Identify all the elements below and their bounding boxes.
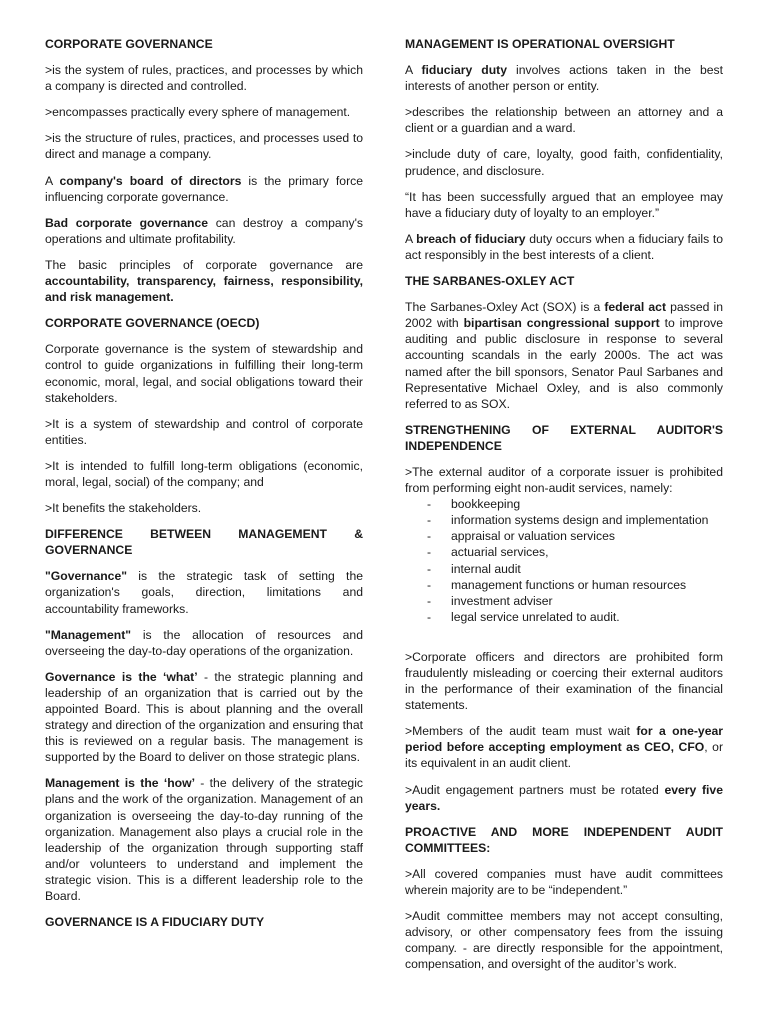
paragraph: >encompasses practically every sphere of management.: [45, 105, 351, 120]
paragraph: “It has been successfully argued that an employee may have a fiduciary duty of loyalty to an employer.”: [405, 189, 723, 220]
paragraph: Management is the ‘how’ - the delivery of the strategic plans and the work of the organization. Management of an organization is overseeing the day-to-day running of the organization. Management also plays a crucial role in the leadership of the organization through supporting staff and/or volunteers to understand and implement the strategic vision. This is a different leadership role to the Board.: [45, 776, 363, 904]
paragraph: The Sarbanes-Oxley Act (SOX) is a federal act passed in 2002 with bipartisan congressional support to improve auditing and public disclosure in response to several accounting scandals in the early 2000s. The act was named after the bill sponsors, Senator Paul Sarbanes and Representative Michael Oxley, and is also commonly referred to as SOX.: [405, 300, 724, 411]
list-item: - bookkeeping: [405, 496, 723, 512]
list-item: - actuarial services,: [405, 544, 723, 560]
paragraph: Bad corporate governance can destroy a company's operations and ultimate profitability.: [45, 215, 364, 246]
heading-audit-committees: PROACTIVE AND MORE INDEPENDENT AUDIT COMMITTEES:: [405, 824, 723, 855]
paragraph: Governance is the ‘what’ - the strategic planning and leadership of an organization that is carried out by the appointed Board. This is about planning and the overall strategy and direction of the organization and ensuring that this is reviewed on a regular basis. The management is supported by the Board to deliver on those strategic plans.: [45, 669, 363, 765]
paragraph: The basic principles of corporate governance are accountability, transparency, fairness, responsibility, and risk management.: [45, 257, 363, 305]
paragraph: >All covered companies must have audit committees wherein majority are to be “independent.”: [405, 866, 723, 898]
paragraph: >describes the relationship between an attorney and a client or a guardian and a ward.: [405, 105, 723, 136]
paragraph: A company's board of directors is the primary force influencing corporate governance.: [45, 173, 364, 204]
right-column: [405, 36, 723, 983]
paragraph: >It is intended to fulfill long-term obligations (economic, moral, legal, social) of the company; and: [45, 458, 363, 489]
paragraph: >Corporate officers and directors are prohibited form fraudulently misleading or coercing their external auditors in the performance of their examination of the financial statements.: [405, 649, 723, 713]
list-item: - information systems design and implementation: [405, 512, 723, 528]
paragraph: >include duty of care, loyalty, good faith, confidentiality, prudence, and disclosure.: [405, 147, 723, 178]
left-column: [45, 36, 363, 940]
list-item: - appraisal or valuation services: [405, 528, 723, 544]
heading-fiduciary-duty: GOVERNANCE IS A FIDUCIARY DUTY: [45, 915, 265, 930]
paragraph: "Management" is the allocation of resources and overseeing the day-to-day operations of the organization.: [45, 627, 363, 658]
heading-auditor-independence: STRENGTHENING OF EXTERNAL AUDITOR'S INDEPENDENCE: [405, 422, 723, 453]
list-item: - investment adviser: [405, 593, 723, 609]
heading-corporate-governance: CORPORATE GOVERNANCE: [45, 37, 213, 51]
paragraph: >It benefits the stakeholders.: [45, 501, 202, 516]
heading-operational-oversight: MANAGEMENT IS OPERATIONAL OVERSIGHT: [405, 37, 675, 51]
paragraph: >Audit engagement partners must be rotated every five years.: [405, 782, 723, 813]
paragraph: A breach of fiduciary duty occurs when a fiduciary fails to act responsibly in the best interests of a client.: [405, 231, 723, 262]
heading-sox: THE SARBANES-OXLEY ACT: [405, 274, 575, 289]
paragraph: Corporate governance is the system of stewardship and control to guide organizations in fulfilling their long-term economic, moral, legal, and social obligations toward their stakeholders.: [45, 342, 363, 405]
paragraph: >Members of the audit team must wait for a one-year period before accepting employment as CEO, CFO, or its equivalent in an audit client.: [405, 724, 724, 771]
paragraph: "Governance" is the strategic task of setting the organization's goals, direction, limitations and accountability frameworks.: [45, 569, 363, 616]
paragraph: >Audit committee members may not accept consulting, advisory, or other compensatory fees from the issuing company. - are directly responsible for the appointment, compensation, and oversight of the auditor’s work.: [405, 909, 723, 972]
paragraph: A fiduciary duty involves actions taken in the best interests of another person or entity.: [405, 63, 723, 94]
heading-difference: DIFFERENCE BETWEEN MANAGEMENT & GOVERNANCE: [45, 527, 363, 558]
paragraph: >It is a system of stewardship and control of corporate entities.: [45, 416, 363, 447]
heading-oecd: CORPORATE GOVERNANCE (OECD): [45, 316, 260, 331]
list-item: - legal service unrelated to audit.: [405, 609, 723, 625]
non-audit-services-list: [405, 496, 723, 625]
paragraph: >is the system of rules, practices, and processes by which a company is directed and controlled.: [45, 63, 363, 94]
list-item: - internal audit: [405, 561, 723, 577]
list-item: - management functions or human resources: [405, 577, 723, 593]
paragraph: >The external auditor of a corporate issuer is prohibited from performing eight non-audit services, namely:: [405, 464, 723, 496]
paragraph: >is the structure of rules, practices, and processes used to direct and manage a company.: [45, 131, 363, 162]
